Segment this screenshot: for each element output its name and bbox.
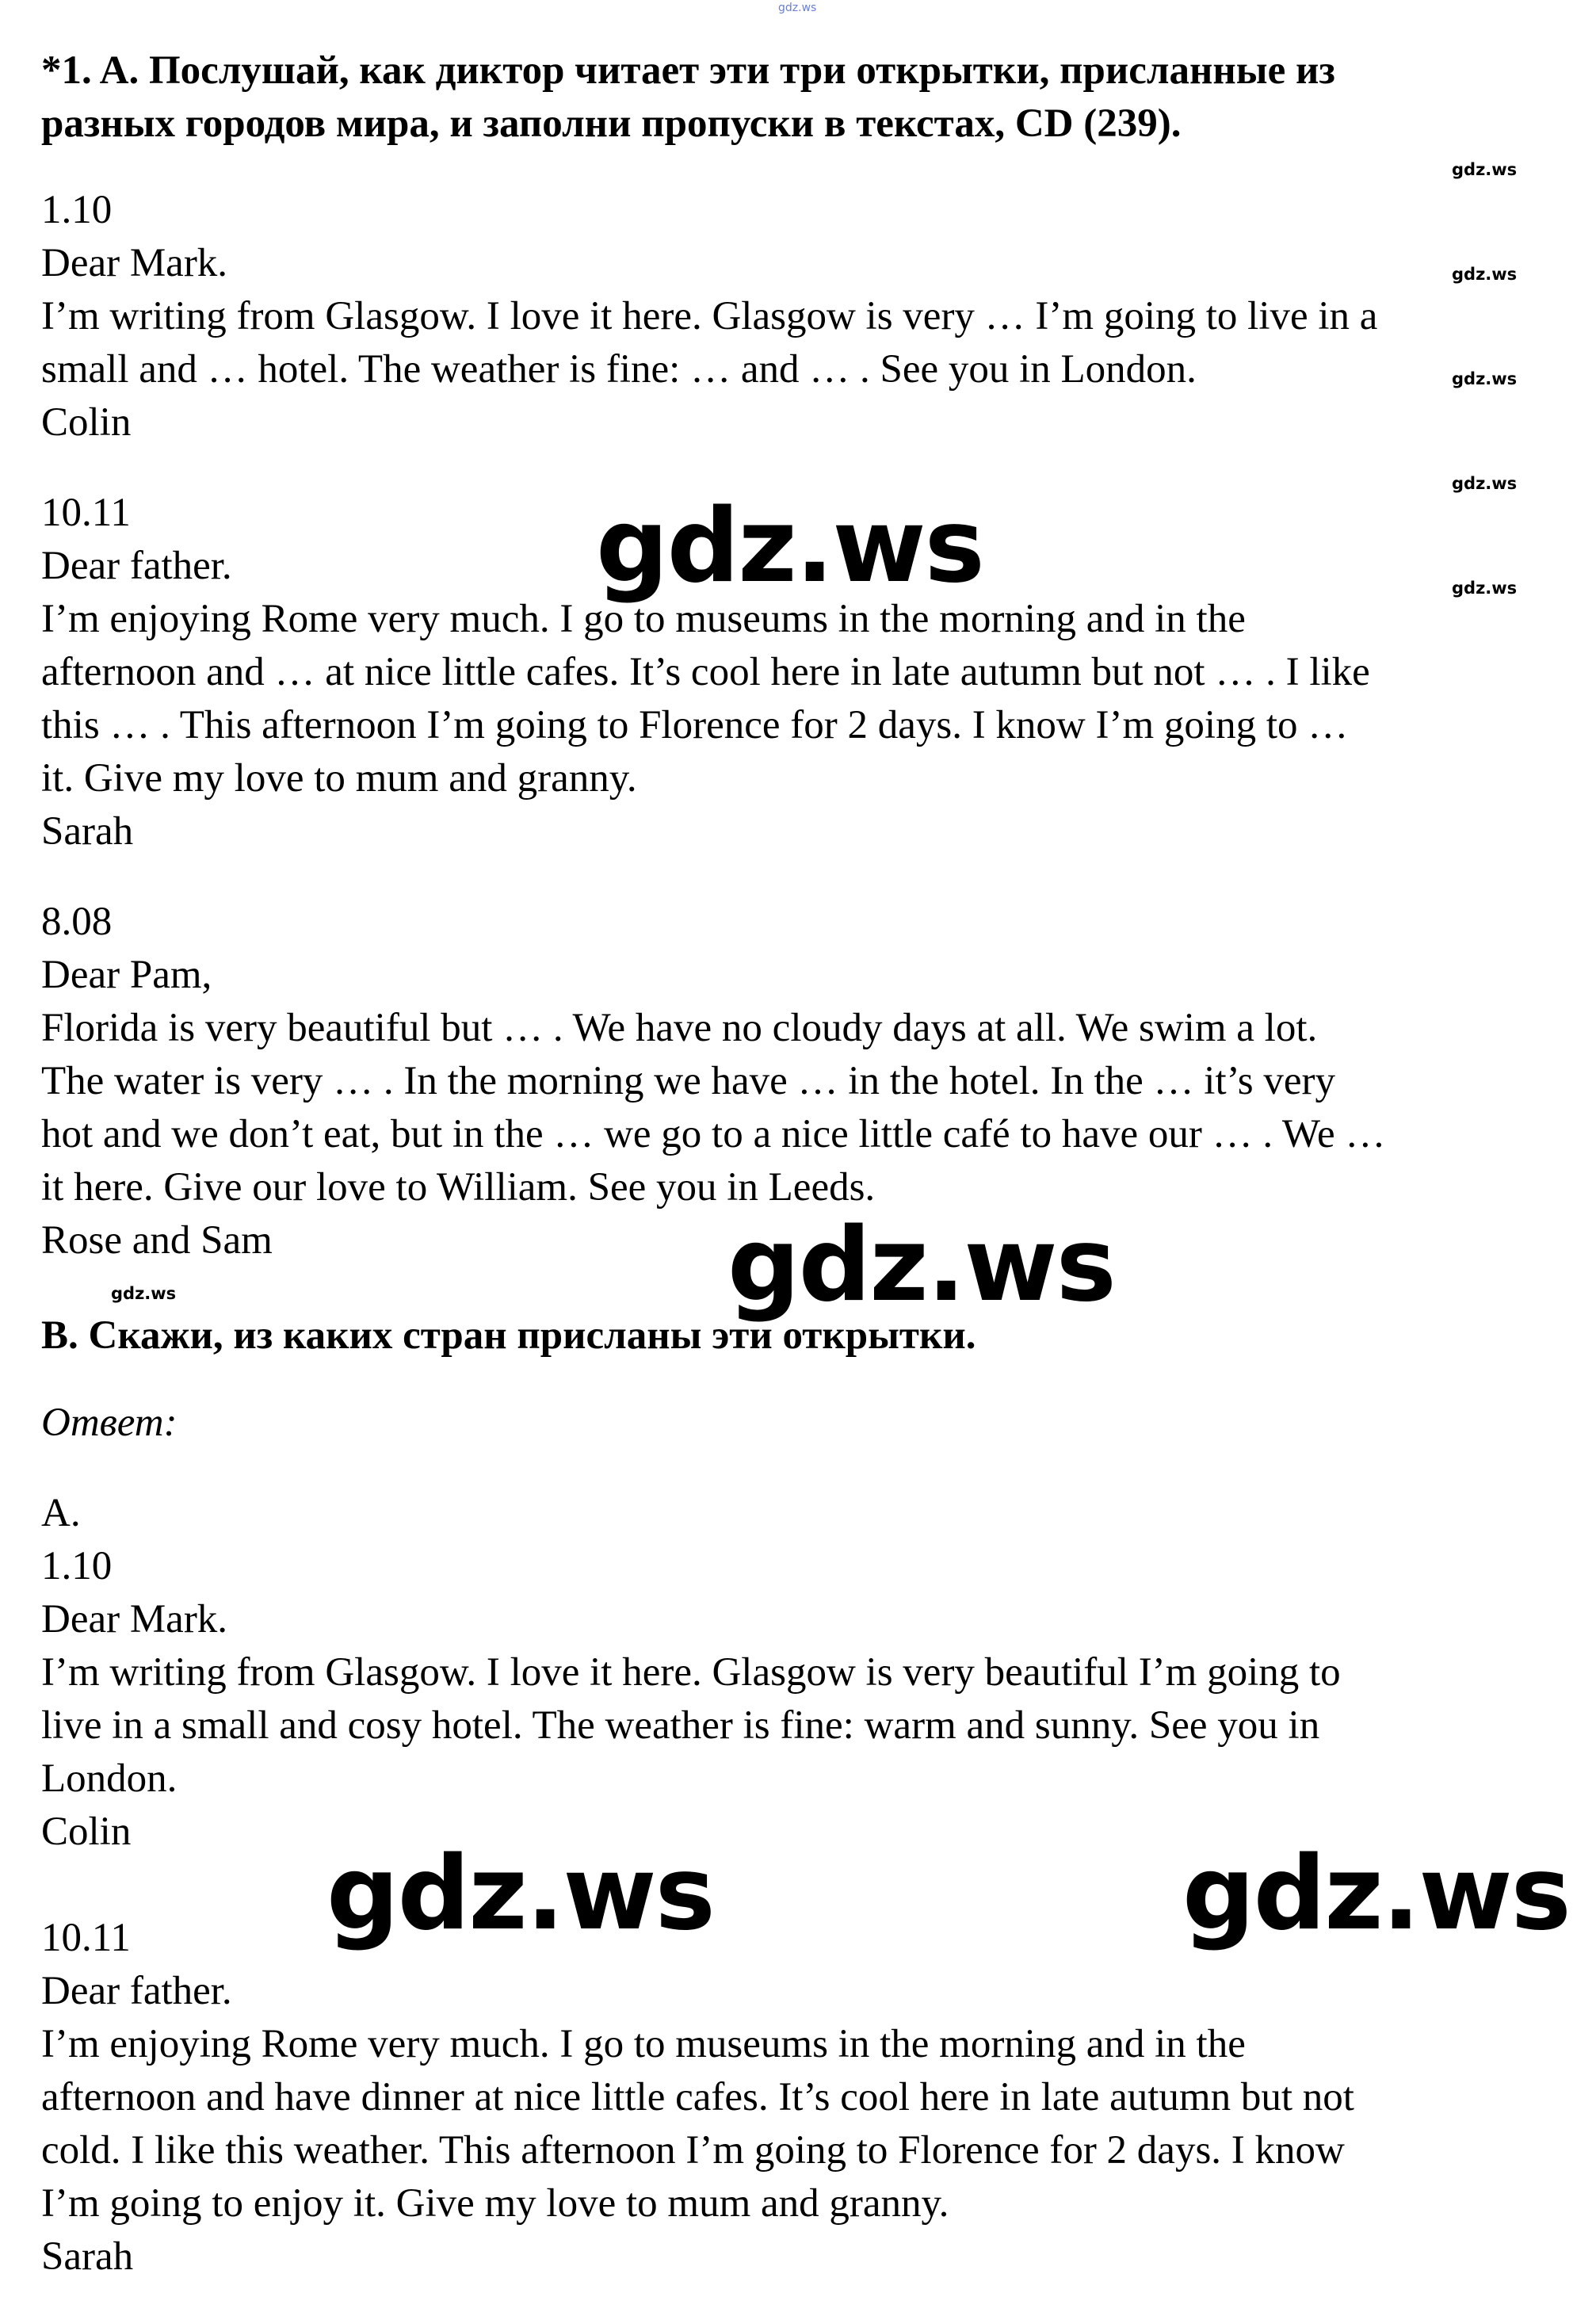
watermark-small: gdz.ws (1452, 369, 1518, 388)
watermark-top: gdz.ws (778, 2, 817, 14)
watermark-small: gdz.ws (1452, 160, 1518, 179)
answer-postcard1-line: I’m writing from Glasgow. I love it here. Glasgow is very beautiful I’m going to (41, 1650, 1341, 1695)
postcard3-signature: Rose and Sam (41, 1218, 273, 1263)
answer-label: Ответ: (41, 1401, 178, 1445)
answer-postcard2-date: 10.11 (41, 1916, 131, 1960)
answer-postcard1-date: 1.10 (41, 1544, 113, 1588)
postcard2-date: 10.11 (41, 491, 131, 535)
postcard3-line: Florida is very beautiful but … . We have no cloudy days at all. We swim a lot. (41, 1006, 1318, 1050)
answer-postcard2-line: cold. I like this weather. This afternoon I’m going to Florence for 2 days. I know (41, 2128, 1345, 2173)
answer-postcard1-signature: Colin (41, 1810, 132, 1854)
postcard3-line: it here. Give our love to William. See you in Leeds. (41, 1165, 876, 1210)
answer-postcard1-line: London. (41, 1756, 178, 1801)
postcard1-line: I’m writing from Glasgow. I love it here. Glasgow is very … I’m going to live in a (41, 294, 1378, 338)
postcard2-line: this … . This afternoon I’m going to Florence for 2 days. I know I’m going to … (41, 703, 1349, 747)
answer-postcard2-line: I’m going to enjoy it. Give my love to mum and granny. (41, 2181, 949, 2226)
answer-postcard2-signature: Sarah (41, 2234, 134, 2279)
postcard1-line: small and … hotel. The weather is fine: … and … . See you in London. (41, 347, 1197, 392)
postcard1-greeting: Dear Mark. (41, 241, 228, 285)
task-heading-line2: разных городов мира, и заполни пропуски в текстах, CD (239). (41, 101, 1182, 146)
task-heading-line1: *1. A. Послушай, как диктор читает эти три открытки, присланные из (41, 48, 1335, 93)
watermark-small: gdz.ws (111, 1284, 177, 1303)
answer-postcard2-line: afternoon and have dinner at nice little cafes. It’s cool here in late autumn but not (41, 2075, 1354, 2119)
answer-postcard2-greeting: Dear father. (41, 1969, 232, 2013)
postcard2-line: afternoon and … at nice little cafes. It’s cool here in late autumn but not … . I like (41, 650, 1370, 694)
answer-part-label: A. (41, 1491, 81, 1535)
postcard2-greeting: Dear father. (41, 544, 232, 588)
postcard1-date: 1.10 (41, 188, 113, 232)
watermark-small: gdz.ws (1452, 265, 1518, 284)
watermark-large: gdz.ws (1182, 1835, 1570, 1953)
postcard2-line: I’m enjoying Rome very much. I go to museums in the morning and in the (41, 597, 1246, 641)
watermark-small: gdz.ws (1452, 579, 1518, 598)
task-b-heading: B. Скажи, из каких стран присланы эти открытки. (41, 1313, 976, 1358)
postcard3-line: hot and we don’t eat, but in the … we go to a nice little café to have our … . We … (41, 1112, 1386, 1156)
postcard3-line: The water is very … . In the morning we have … in the hotel. In the … it’s very (41, 1059, 1335, 1103)
answer-postcard2-line: I’m enjoying Rome very much. I go to museums in the morning and in the (41, 2022, 1246, 2066)
answer-postcard1-line: live in a small and cosy hotel. The weather is fine: warm and sunny. See you in (41, 1703, 1320, 1748)
postcard2-signature: Sarah (41, 809, 134, 854)
postcard2-line: it. Give my love to mum and granny. (41, 756, 637, 801)
postcard1-signature: Colin (41, 400, 132, 445)
postcard3-greeting: Dear Pam, (41, 953, 212, 997)
watermark-large: gdz.ws (727, 1206, 1115, 1324)
watermark-large: gdz.ws (326, 1835, 714, 1953)
postcard3-date: 8.08 (41, 900, 113, 944)
answer-postcard1-greeting: Dear Mark. (41, 1597, 228, 1641)
watermark-small: gdz.ws (1452, 474, 1518, 493)
watermark-large: gdz.ws (596, 487, 983, 606)
